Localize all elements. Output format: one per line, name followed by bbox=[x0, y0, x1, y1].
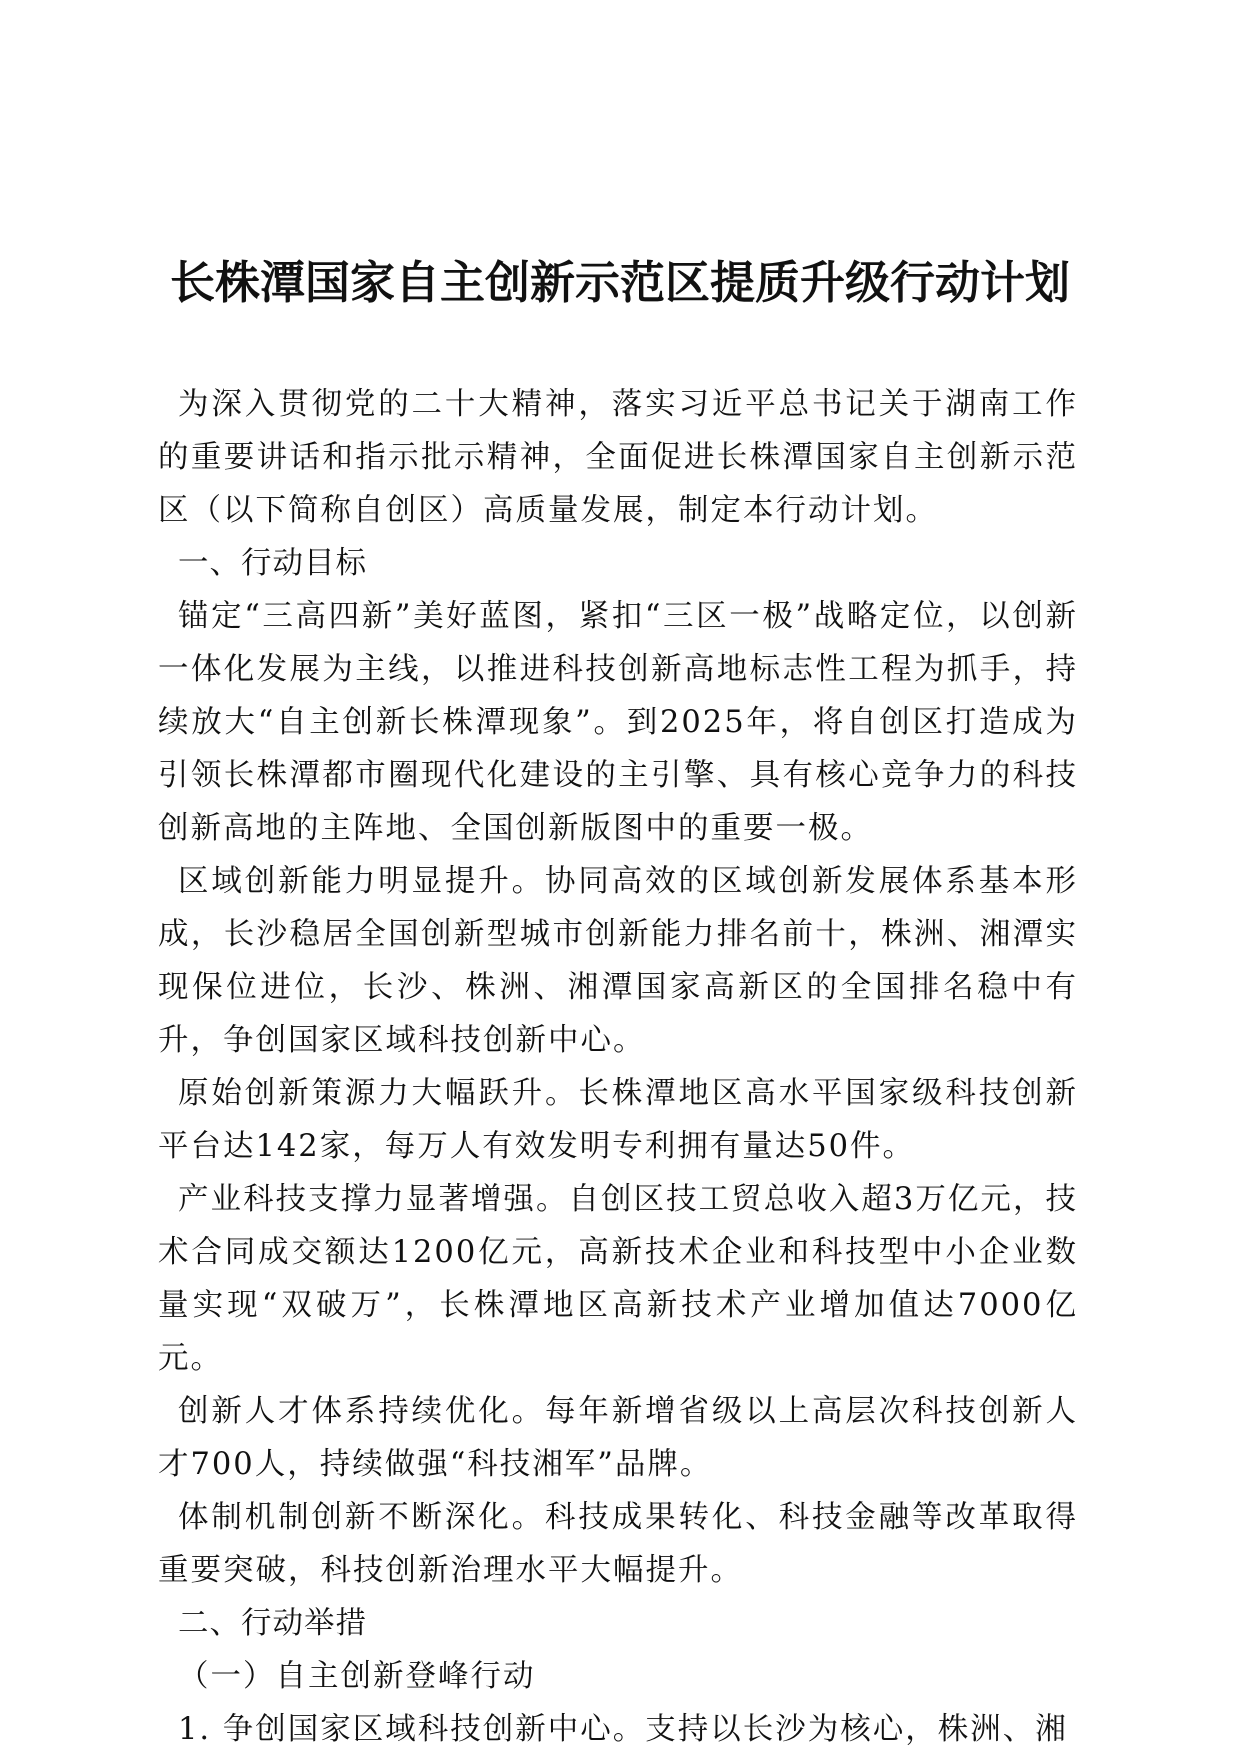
document-title: 长株潭国家自主创新示范区提质升级行动计划 bbox=[169, 256, 1070, 309]
objective-paragraph-talent: 创新人才体系持续优化。每年新增省级以上高层次科技创新人才700人，持续做强“科技湘军”品牌。 bbox=[158, 1394, 1078, 1482]
objective-paragraph-reform: 体制机制创新不断深化。科技成果转化、科技金融等改革取得重要突破，科技创新治理水平大幅提升。 bbox=[158, 1500, 1078, 1588]
objective-paragraph-overview: 锚定“三高四新”美好蓝图，紧扣“三区一极”战略定位，以创新一体化发展为主线，以推进科技创新高地标志性工程为抓手，持续放大“自主创新长株潭现象”。到2025年，将自创区打造成为引领长株潭都市圈现代化建设的主引擎、具有核心竞争力的科技创新高地的主阵地、全国创新版图中的重要一极。 bbox=[158, 599, 1078, 846]
measure-item-1: 1. 争创国家区域科技创新中心。支持以长沙为核心，株洲、湘 bbox=[178, 1712, 1068, 1747]
objective-paragraph-original: 原始创新策源力大幅跃升。长株潭地区高水平国家级科技创新平台达142家，每万人有效发明专利拥有量达50件。 bbox=[158, 1076, 1078, 1164]
section-heading-objectives: 一、行动目标 bbox=[178, 546, 367, 581]
document-body bbox=[158, 378, 1078, 1756]
objective-paragraph-industry: 产业科技支撑力显著增强。自创区技工贸总收入超3万亿元，技术合同成交额达1200亿元，高新技术企业和科技型中小企业数量实现“双破万”，长株潭地区高新技术产业增加值达7000亿元。 bbox=[158, 1182, 1078, 1376]
intro-paragraph: 为深入贯彻党的二十大精神，落实习近平总书记关于湖南工作的重要讲话和指示批示精神，全面促进长株潭国家自主创新示范区（以下简称自创区）高质量发展，制定本行动计划。 bbox=[158, 387, 1078, 528]
objective-paragraph-regional: 区域创新能力明显提升。协同高效的区域创新发展体系基本形成，长沙稳居全国创新型城市创新能力排名前十，株洲、湘潭实现保位进位，长沙、株洲、湘潭国家高新区的全国排名稳中有升，争创国家区域科技创新中心。 bbox=[158, 864, 1078, 1058]
section-heading-measures: 二、行动举措 bbox=[178, 1606, 367, 1641]
subsection-heading-innovation: （一）自主创新登峰行动 bbox=[178, 1659, 536, 1694]
